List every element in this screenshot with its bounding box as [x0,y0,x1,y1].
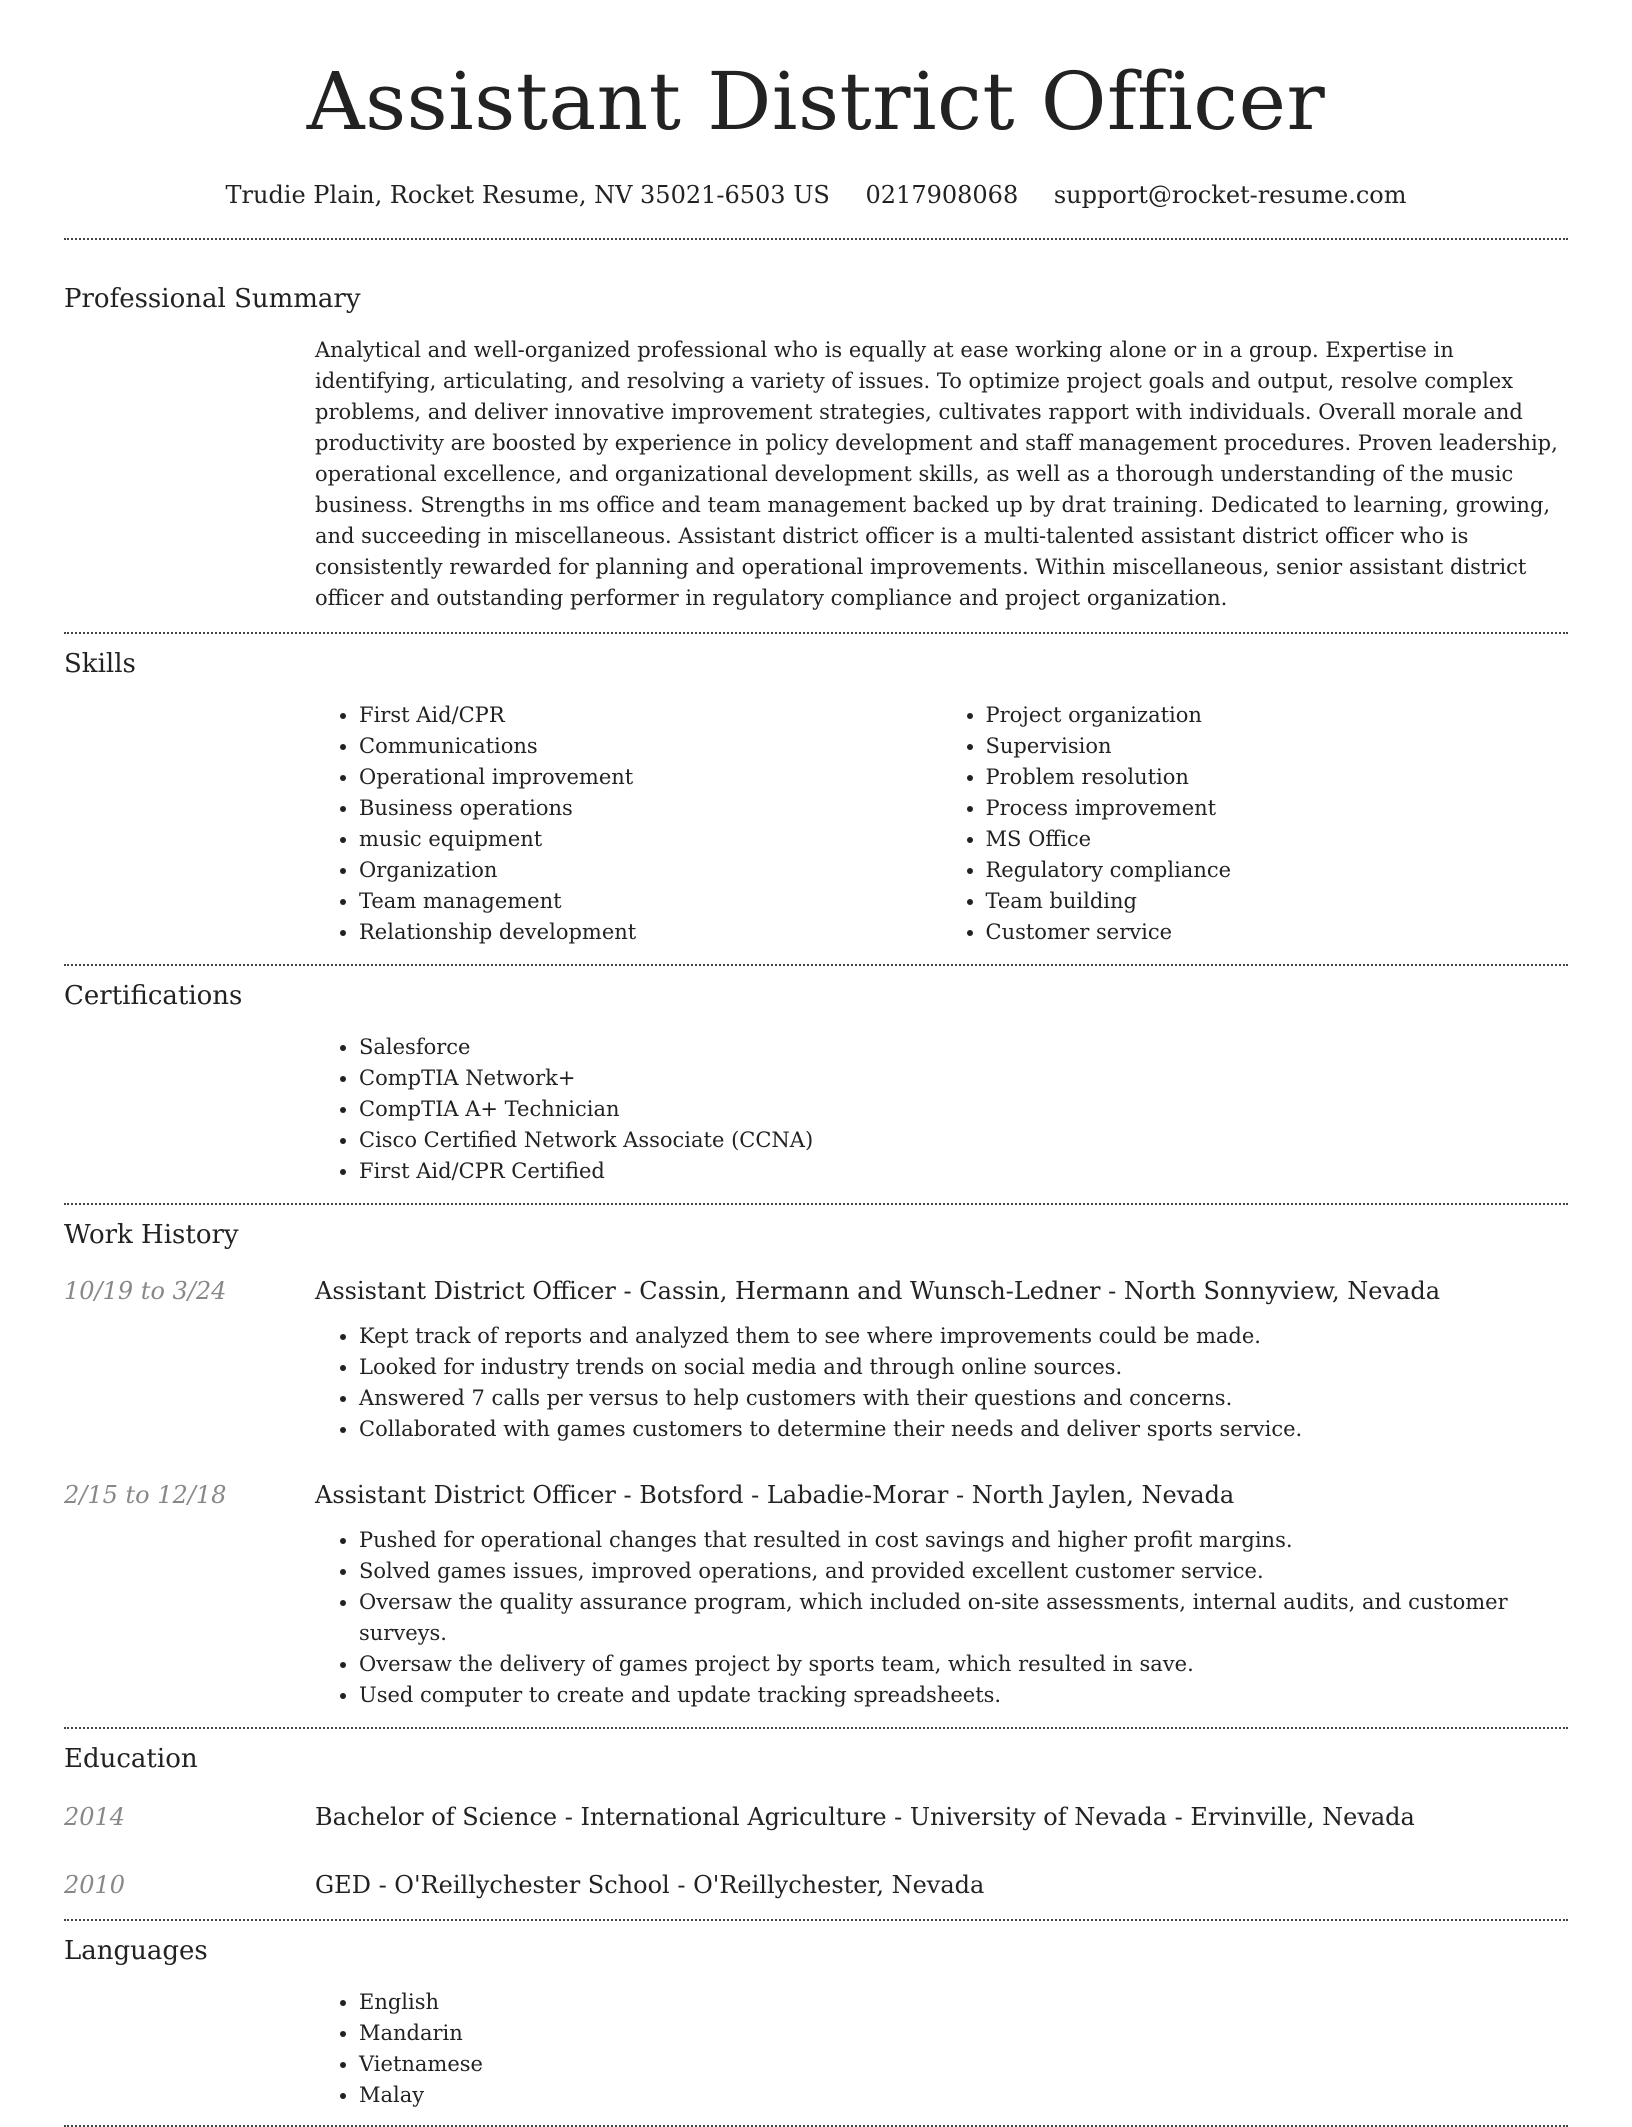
skill-item: • Operational improvement [359,762,942,793]
languages-list [315,1987,1568,2111]
job-entry [64,1477,1568,1513]
summary-text: Analytical and well-organized professional who is equally at ease working alone or in a group. Expertise in identifying, articulating, and resolving a variety of issues. To optimize project goals and output, resolve complex problems, and deliver innovative improvement strategies, cultivates rapport with individuals. Overall morale and productivity are boosted by experience in policy development and staff management procedures. Proven leadership, operational excellence, and organizational development skills, as well as a thorough understanding of the music business. Strengths in ms office and team management backed up by drat training. Dedicated to learning, growing, and succeeding in miscellaneous. Assistant district officer is a multi-talented assistant district officer who is consistently rewarded for planning and operational improvements. Within miscellaneous, senior assistant district officer and outstanding performer in regulatory compliance and project organization. [315,338,1558,610]
section-divider [64,1203,1568,1205]
languages-heading: Languages [64,1936,208,1966]
education-year: 2014 [64,1803,126,1831]
job-bullet: • Solved games issues, improved operations, and provided excellent customer service. [359,1556,1568,1587]
education-degree: GED - O'Reillychester School - O'Reillychester, Nevada [315,1871,985,1899]
work-history-heading: Work History [64,1220,239,1250]
section-divider [64,964,1568,966]
certification-item: • CompTIA A+ Technician [359,1094,1568,1125]
job-bullet: • Oversaw the delivery of games project by sports team, which resulted in save. [359,1649,1568,1680]
job-details [315,1321,1568,1445]
education-year: 2010 [64,1871,126,1899]
job-dates: 10/19 to 3/24 [64,1277,227,1305]
education-heading: Education [64,1744,198,1774]
education-degree: Bachelor of Science - International Agriculture - University of Nevada - Ervinville, Nevada [315,1803,1415,1831]
section-divider [64,1919,1568,1921]
section-divider [64,632,1568,634]
languages-body [315,1987,1568,2111]
skill-item: • Communications [359,731,942,762]
certifications-list [315,1032,1568,1187]
certifications-body [315,1032,1568,1187]
certifications-heading: Certifications [64,981,243,1011]
section-divider [64,238,1568,240]
job-details [315,1525,1568,1711]
job-entry [64,1273,1568,1309]
certification-item: • Cisco Certified Network Associate (CCNA) [359,1125,1568,1156]
skill-item: • Project organization [986,700,1569,731]
section-divider [64,1727,1568,1729]
contact-phone: 0217908068 [865,181,1019,209]
job-dates: 2/15 to 12/18 [64,1481,227,1509]
skills-columns [315,700,1568,948]
certification-item: • First Aid/CPR Certified [359,1156,1568,1187]
job-title: Assistant District Officer - Botsford - Labadie-Morar - North Jaylen, Nevada [315,1481,1235,1509]
language-item: • Vietnamese [359,2049,1568,2080]
skills-list-left [315,700,942,948]
skills-list-right [942,700,1569,948]
contact-email: support@rocket-resume.com [1053,181,1407,209]
skill-item: • Problem resolution [986,762,1569,793]
skill-item: • Regulatory compliance [986,855,1569,886]
certification-item: • Salesforce [359,1032,1568,1063]
education-entry [64,1799,1568,1835]
contact-address: Trudie Plain, Rocket Resume, NV 35021-6503 US [225,181,830,209]
language-item: • Mandarin [359,2018,1568,2049]
skill-item: • Team building [986,886,1569,917]
job-bullets [315,1525,1568,1711]
resume-title: Assistant District Officer [306,55,1326,148]
skill-item: • MS Office [986,824,1569,855]
job-bullet: • Looked for industry trends on social media and through online sources. [359,1352,1568,1383]
skill-item: • First Aid/CPR [359,700,942,731]
job-bullet: • Answered 7 calls per versus to help customers with their questions and concerns. [359,1383,1568,1414]
contact-line [64,178,1568,212]
language-item: • Malay [359,2080,1568,2111]
job-bullet: • Pushed for operational changes that resulted in cost savings and higher profit margins. [359,1525,1568,1556]
skill-item: • Process improvement [986,793,1569,824]
job-bullet: • Oversaw the quality assurance program, which included on-site assessments, internal audits, and customer surveys. [359,1587,1568,1649]
language-item: • English [359,1987,1568,2018]
job-bullet: • Used computer to create and update tracking spreadsheets. [359,1680,1568,1711]
job-bullet: • Collaborated with games customers to determine their needs and deliver sports service. [359,1414,1568,1445]
skill-item: • music equipment [359,824,942,855]
skill-item: • Customer service [986,917,1569,948]
skill-item: • Supervision [986,731,1569,762]
job-bullet: • Kept track of reports and analyzed them to see where improvements could be made. [359,1321,1568,1352]
summary-heading: Professional Summary [64,284,361,314]
skills-heading: Skills [64,649,136,679]
skill-item: • Team management [359,886,942,917]
skill-item: • Relationship development [359,917,942,948]
job-bullets [315,1321,1568,1445]
skill-item: • Business operations [359,793,942,824]
skill-item: • Organization [359,855,942,886]
education-entry [64,1867,1568,1903]
job-title: Assistant District Officer - Cassin, Hermann and Wunsch-Ledner - North Sonnyview, Nevada [315,1277,1441,1305]
certification-item: • CompTIA Network+ [359,1063,1568,1094]
